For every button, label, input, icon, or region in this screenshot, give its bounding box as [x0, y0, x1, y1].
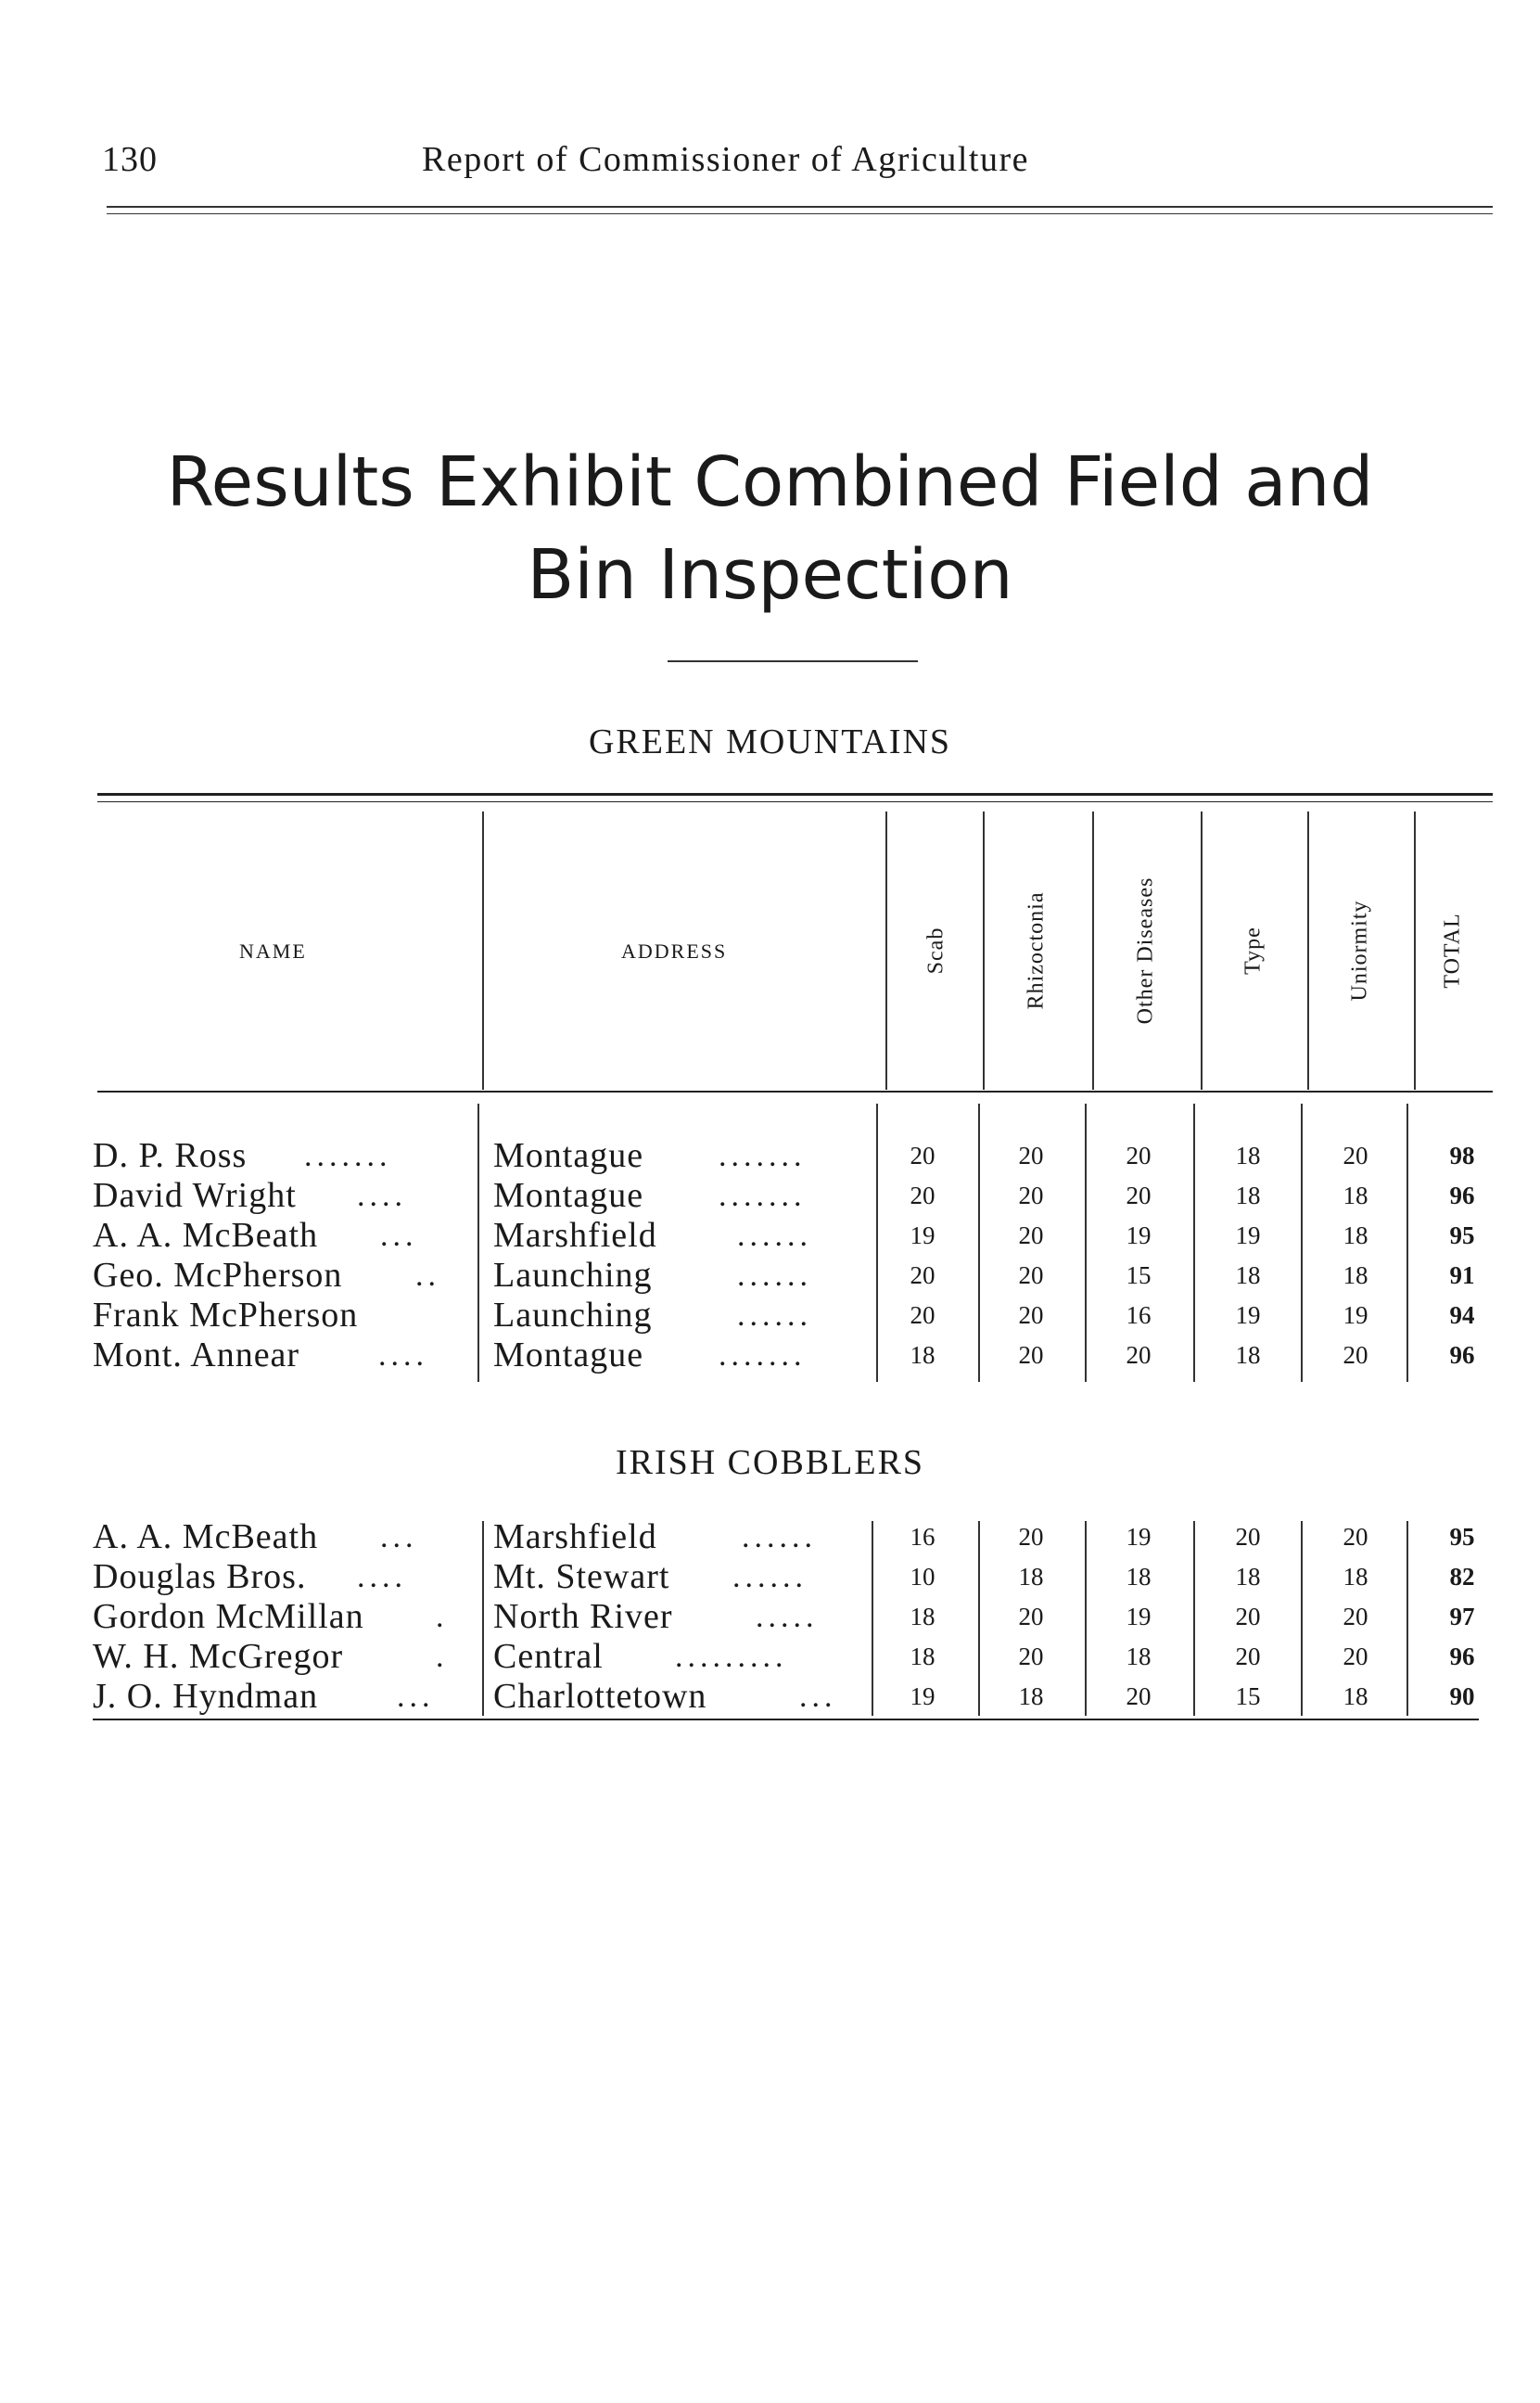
cell-scab: 20 — [910, 1301, 935, 1329]
cell-other-diseases: 20 — [1126, 1142, 1152, 1170]
table-bottom-rule — [93, 1719, 1479, 1720]
cell-scab: 18 — [910, 1341, 935, 1369]
cell-uniformity: 20 — [1343, 1603, 1368, 1630]
column-header-name: NAME — [239, 939, 307, 963]
cell-other-diseases: 20 — [1126, 1182, 1152, 1209]
leader-dots: ... — [799, 1680, 837, 1714]
cell-total: 98 — [1449, 1142, 1475, 1170]
cell-other-diseases: 19 — [1126, 1221, 1152, 1249]
table-top-rule — [97, 793, 1493, 796]
cell-uniformity: 18 — [1343, 1682, 1368, 1710]
cell-other-diseases: 18 — [1126, 1563, 1152, 1591]
cell-other-diseases: 16 — [1126, 1301, 1152, 1329]
cell-other-diseases: 19 — [1126, 1603, 1152, 1630]
cell-rhizoctonia: 20 — [1018, 1341, 1044, 1369]
leader-dots: ....... — [719, 1338, 807, 1373]
cell-rhizoctonia: 18 — [1018, 1563, 1044, 1591]
header-divider — [1092, 812, 1094, 1090]
cell-scab: 20 — [910, 1182, 935, 1209]
cell-name: Douglas Bros. — [93, 1557, 307, 1596]
cell-uniformity: 20 — [1343, 1142, 1368, 1170]
leader-dots: ... — [380, 1219, 418, 1253]
title-line-2: Bin Inspection — [527, 535, 1013, 615]
cell-rhizoctonia: 20 — [1018, 1221, 1044, 1249]
leader-dots: .... — [378, 1338, 428, 1373]
cell-type: 18 — [1235, 1341, 1261, 1369]
cell-rhizoctonia: 20 — [1018, 1301, 1044, 1329]
header-divider — [885, 812, 887, 1090]
cell-total: 91 — [1449, 1261, 1475, 1289]
leader-dots: ....... — [304, 1139, 392, 1173]
leader-dots: ..... — [756, 1600, 819, 1634]
cell-address: North River — [493, 1597, 673, 1636]
cell-address: Marshfield — [493, 1517, 657, 1556]
table-row — [0, 1557, 1540, 1597]
leader-dots: ...... — [742, 1520, 817, 1554]
table-row — [0, 1637, 1540, 1677]
cell-uniformity: 20 — [1343, 1523, 1368, 1551]
cell-total: 97 — [1449, 1603, 1475, 1630]
leader-dots: ...... — [737, 1259, 812, 1293]
cell-rhizoctonia: 20 — [1018, 1182, 1044, 1209]
cell-scab: 18 — [910, 1603, 935, 1630]
cell-total: 96 — [1449, 1642, 1475, 1670]
leader-dots: .... — [357, 1560, 407, 1594]
cell-scab: 20 — [910, 1261, 935, 1289]
cell-name: Geo. McPherson — [93, 1256, 343, 1295]
cell-scab: 10 — [910, 1563, 935, 1591]
header-bottom-rule — [97, 1091, 1493, 1093]
table-row — [0, 1677, 1540, 1717]
cell-other-diseases: 20 — [1126, 1682, 1152, 1710]
header-divider — [983, 812, 985, 1090]
cell-address: Montague — [493, 1336, 644, 1374]
leader-dots: ....... — [719, 1139, 807, 1173]
section-heading-irish-cobblers: IRISH COBBLERS — [615, 1443, 925, 1482]
cell-total: 95 — [1449, 1523, 1475, 1551]
cell-type: 18 — [1235, 1261, 1261, 1289]
cell-address: Montague — [493, 1176, 644, 1215]
cell-type: 18 — [1235, 1182, 1261, 1209]
cell-rhizoctonia: 20 — [1018, 1523, 1044, 1551]
column-header-address: ADDRESS — [621, 939, 728, 963]
cell-uniformity: 18 — [1343, 1182, 1368, 1209]
header-divider — [1201, 812, 1203, 1090]
leader-dots: ...... — [737, 1219, 812, 1253]
leader-dots: ...... — [737, 1298, 812, 1333]
cell-address: Charlottetown — [493, 1677, 707, 1716]
cell-type: 19 — [1235, 1301, 1261, 1329]
header-divider — [1414, 812, 1416, 1090]
leader-dots: ... — [380, 1520, 418, 1554]
table-row — [0, 1136, 1540, 1176]
cell-scab: 16 — [910, 1523, 935, 1551]
cell-uniformity: 20 — [1343, 1642, 1368, 1670]
running-head: Report of Commissioner of Agriculture — [422, 140, 1029, 179]
leader-dots: .... — [357, 1179, 407, 1213]
leader-dots: ... — [397, 1680, 435, 1714]
cell-rhizoctonia: 20 — [1018, 1642, 1044, 1670]
cell-uniformity: 19 — [1343, 1301, 1368, 1329]
cell-rhizoctonia: 20 — [1018, 1142, 1044, 1170]
cell-total: 95 — [1449, 1221, 1475, 1249]
table-top-rule-thin — [97, 801, 1493, 802]
cell-total: 96 — [1449, 1182, 1475, 1209]
cell-other-diseases: 15 — [1126, 1261, 1152, 1289]
leader-dots: .. — [415, 1259, 440, 1293]
cell-total: 94 — [1449, 1301, 1475, 1329]
cell-address: Marshfield — [493, 1216, 657, 1255]
table-row — [0, 1296, 1540, 1336]
cell-type: 18 — [1235, 1563, 1261, 1591]
header-rule — [107, 206, 1493, 208]
cell-name: Gordon McMillan — [93, 1597, 364, 1636]
cell-total: 96 — [1449, 1341, 1475, 1369]
cell-name: Frank McPherson — [93, 1296, 359, 1335]
cell-name: David Wright — [93, 1176, 297, 1215]
leader-dots: . — [436, 1640, 449, 1674]
cell-total: 90 — [1449, 1682, 1475, 1710]
cell-address: Central — [493, 1637, 604, 1676]
cell-other-diseases: 18 — [1126, 1642, 1152, 1670]
cell-name: W. H. McGregor — [93, 1637, 344, 1676]
page-number: 130 — [102, 140, 158, 179]
cell-address: Launching — [493, 1256, 653, 1295]
cell-scab: 20 — [910, 1142, 935, 1170]
table-row — [0, 1336, 1540, 1375]
cell-uniformity: 18 — [1343, 1261, 1368, 1289]
cell-scab: 19 — [910, 1221, 935, 1249]
header-divider — [482, 812, 484, 1090]
title-line-1: Results Exhibit Combined Field and — [166, 442, 1374, 522]
cell-rhizoctonia: 20 — [1018, 1261, 1044, 1289]
table-row — [0, 1216, 1540, 1256]
cell-type: 18 — [1235, 1142, 1261, 1170]
cell-scab: 19 — [910, 1682, 935, 1710]
leader-dots: ......... — [675, 1640, 788, 1674]
cell-total: 82 — [1449, 1563, 1475, 1591]
cell-uniformity: 18 — [1343, 1221, 1368, 1249]
cell-name: A. A. McBeath — [93, 1216, 319, 1255]
cell-type: 20 — [1235, 1603, 1261, 1630]
header-divider — [1307, 812, 1309, 1090]
cell-address: Launching — [493, 1296, 653, 1335]
cell-name: Mont. Annear — [93, 1336, 300, 1374]
cell-name: A. A. McBeath — [93, 1517, 319, 1556]
leader-dots: ...... — [732, 1560, 808, 1594]
table-row — [0, 1256, 1540, 1296]
header-rule-thin — [107, 213, 1493, 214]
cell-scab: 18 — [910, 1642, 935, 1670]
cell-rhizoctonia: 20 — [1018, 1603, 1044, 1630]
title-rule — [668, 660, 918, 662]
cell-other-diseases: 20 — [1126, 1341, 1152, 1369]
leader-dots: ....... — [719, 1179, 807, 1213]
cell-type: 15 — [1235, 1682, 1261, 1710]
cell-address: Montague — [493, 1136, 644, 1175]
cell-name: D. P. Ross — [93, 1136, 248, 1175]
cell-other-diseases: 19 — [1126, 1523, 1152, 1551]
cell-rhizoctonia: 18 — [1018, 1682, 1044, 1710]
cell-uniformity: 18 — [1343, 1563, 1368, 1591]
cell-type: 20 — [1235, 1642, 1261, 1670]
cell-uniformity: 20 — [1343, 1341, 1368, 1369]
section-heading-green-mountains: GREEN MOUNTAINS — [588, 722, 952, 761]
page-title — [0, 436, 1540, 621]
leader-dots: . — [436, 1600, 449, 1634]
cell-name: J. O. Hyndman — [93, 1677, 319, 1716]
cell-type: 20 — [1235, 1523, 1261, 1551]
cell-type: 19 — [1235, 1221, 1261, 1249]
table-row — [0, 1597, 1540, 1637]
table-row — [0, 1517, 1540, 1557]
table-row — [0, 1176, 1540, 1216]
cell-address: Mt. Stewart — [493, 1557, 670, 1596]
